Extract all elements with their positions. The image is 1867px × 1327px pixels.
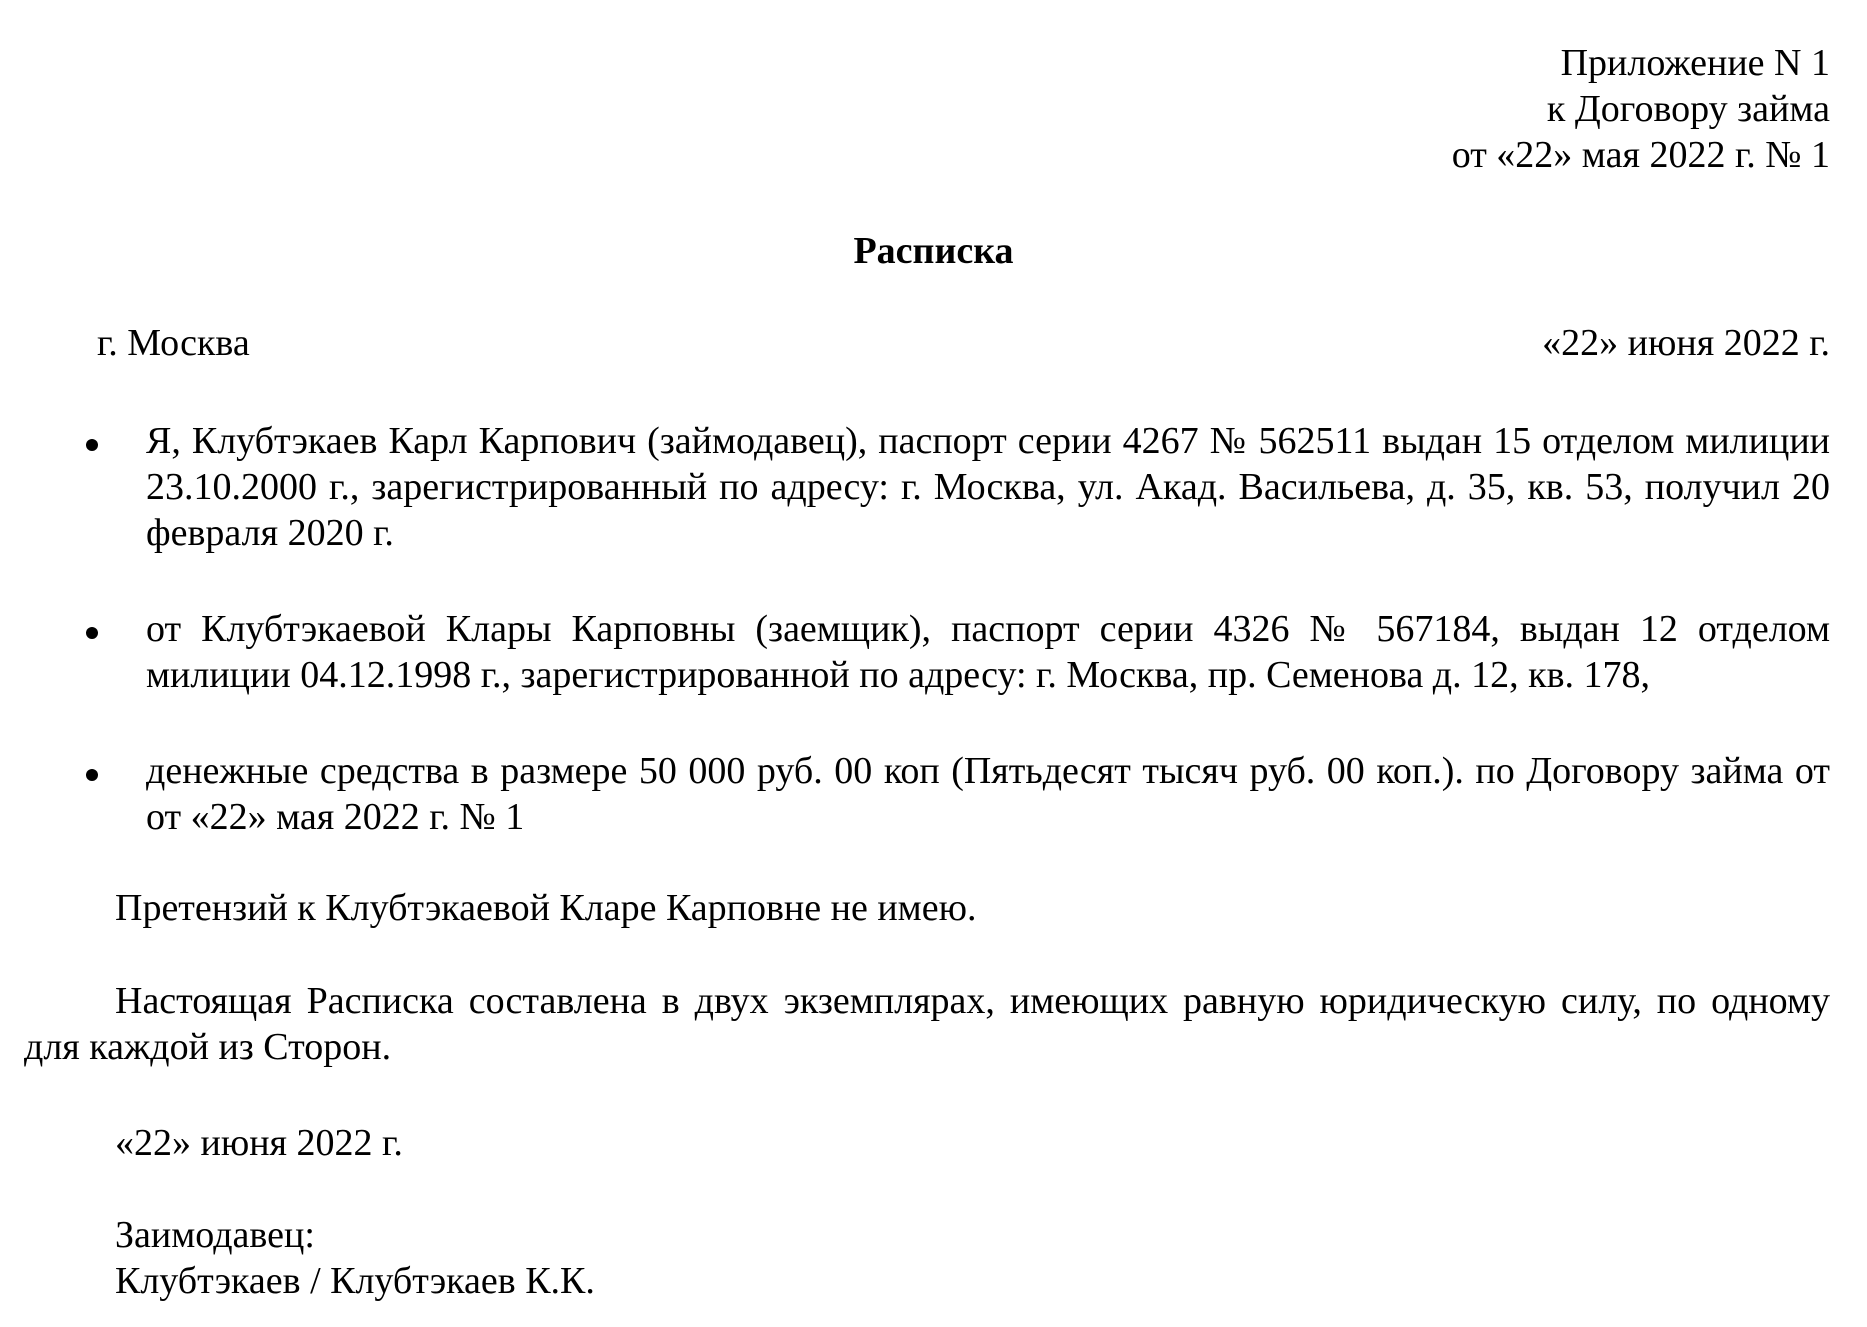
appendix-line-3: от «22» мая 2022 г. № 1 xyxy=(1451,134,1830,176)
signature-role: Заимодавец: xyxy=(115,1214,315,1256)
document-title: Расписка xyxy=(853,230,1014,272)
signature-name: Клубтэкаев / Клубтэкаев К.К. xyxy=(115,1260,595,1302)
claims-paragraph: Претензий к Клубтэкаевой Кларе Карповне не имею. xyxy=(115,887,977,929)
bottom-date: «22» июня 2022 г. xyxy=(115,1122,403,1164)
bullet-icon xyxy=(86,769,98,781)
bullet-icon xyxy=(86,439,98,451)
city: г. Москва xyxy=(97,322,250,364)
bullet-icon xyxy=(86,627,98,639)
appendix-line-2: к Договору займа xyxy=(1546,88,1830,130)
copies-paragraph: Настоящая Расписка составлена в двух экземплярах, имеющих равную юридическую силу, по одному для каждой из Сторон. xyxy=(24,980,1830,1068)
appendix-header xyxy=(930,40,1830,178)
list-item-text: денежные средства в размере 50 000 руб. 00 коп (Пятьдесят тысяч руб. 00 коп.). по Договору займа от от «22» мая 2022 г. № 1 xyxy=(146,750,1830,838)
list-item-text: от Клубтэкаевой Клары Карповны (заемщик), паспорт серии 4326 № 567184, выдан 12 отделом милиции 04.12.1998 г., зарегистрированной по адресу: г. Москва, пр. Семенова д. 12, кв. 178, xyxy=(146,608,1830,696)
document-date: «22» июня 2022 г. xyxy=(1542,322,1830,364)
appendix-line-1: Приложение N 1 xyxy=(1560,42,1830,84)
list-item-text: Я, Клубтэкаев Карл Карпович (займодавец), паспорт серии 4267 № 562511 выдан 15 отделом милиции 23.10.2000 г., зарегистрированный по адресу: г. Москва, ул. Акад. Васильева, д. 35, кв. 53, получил 20 февраля 2020 г. xyxy=(146,420,1830,554)
